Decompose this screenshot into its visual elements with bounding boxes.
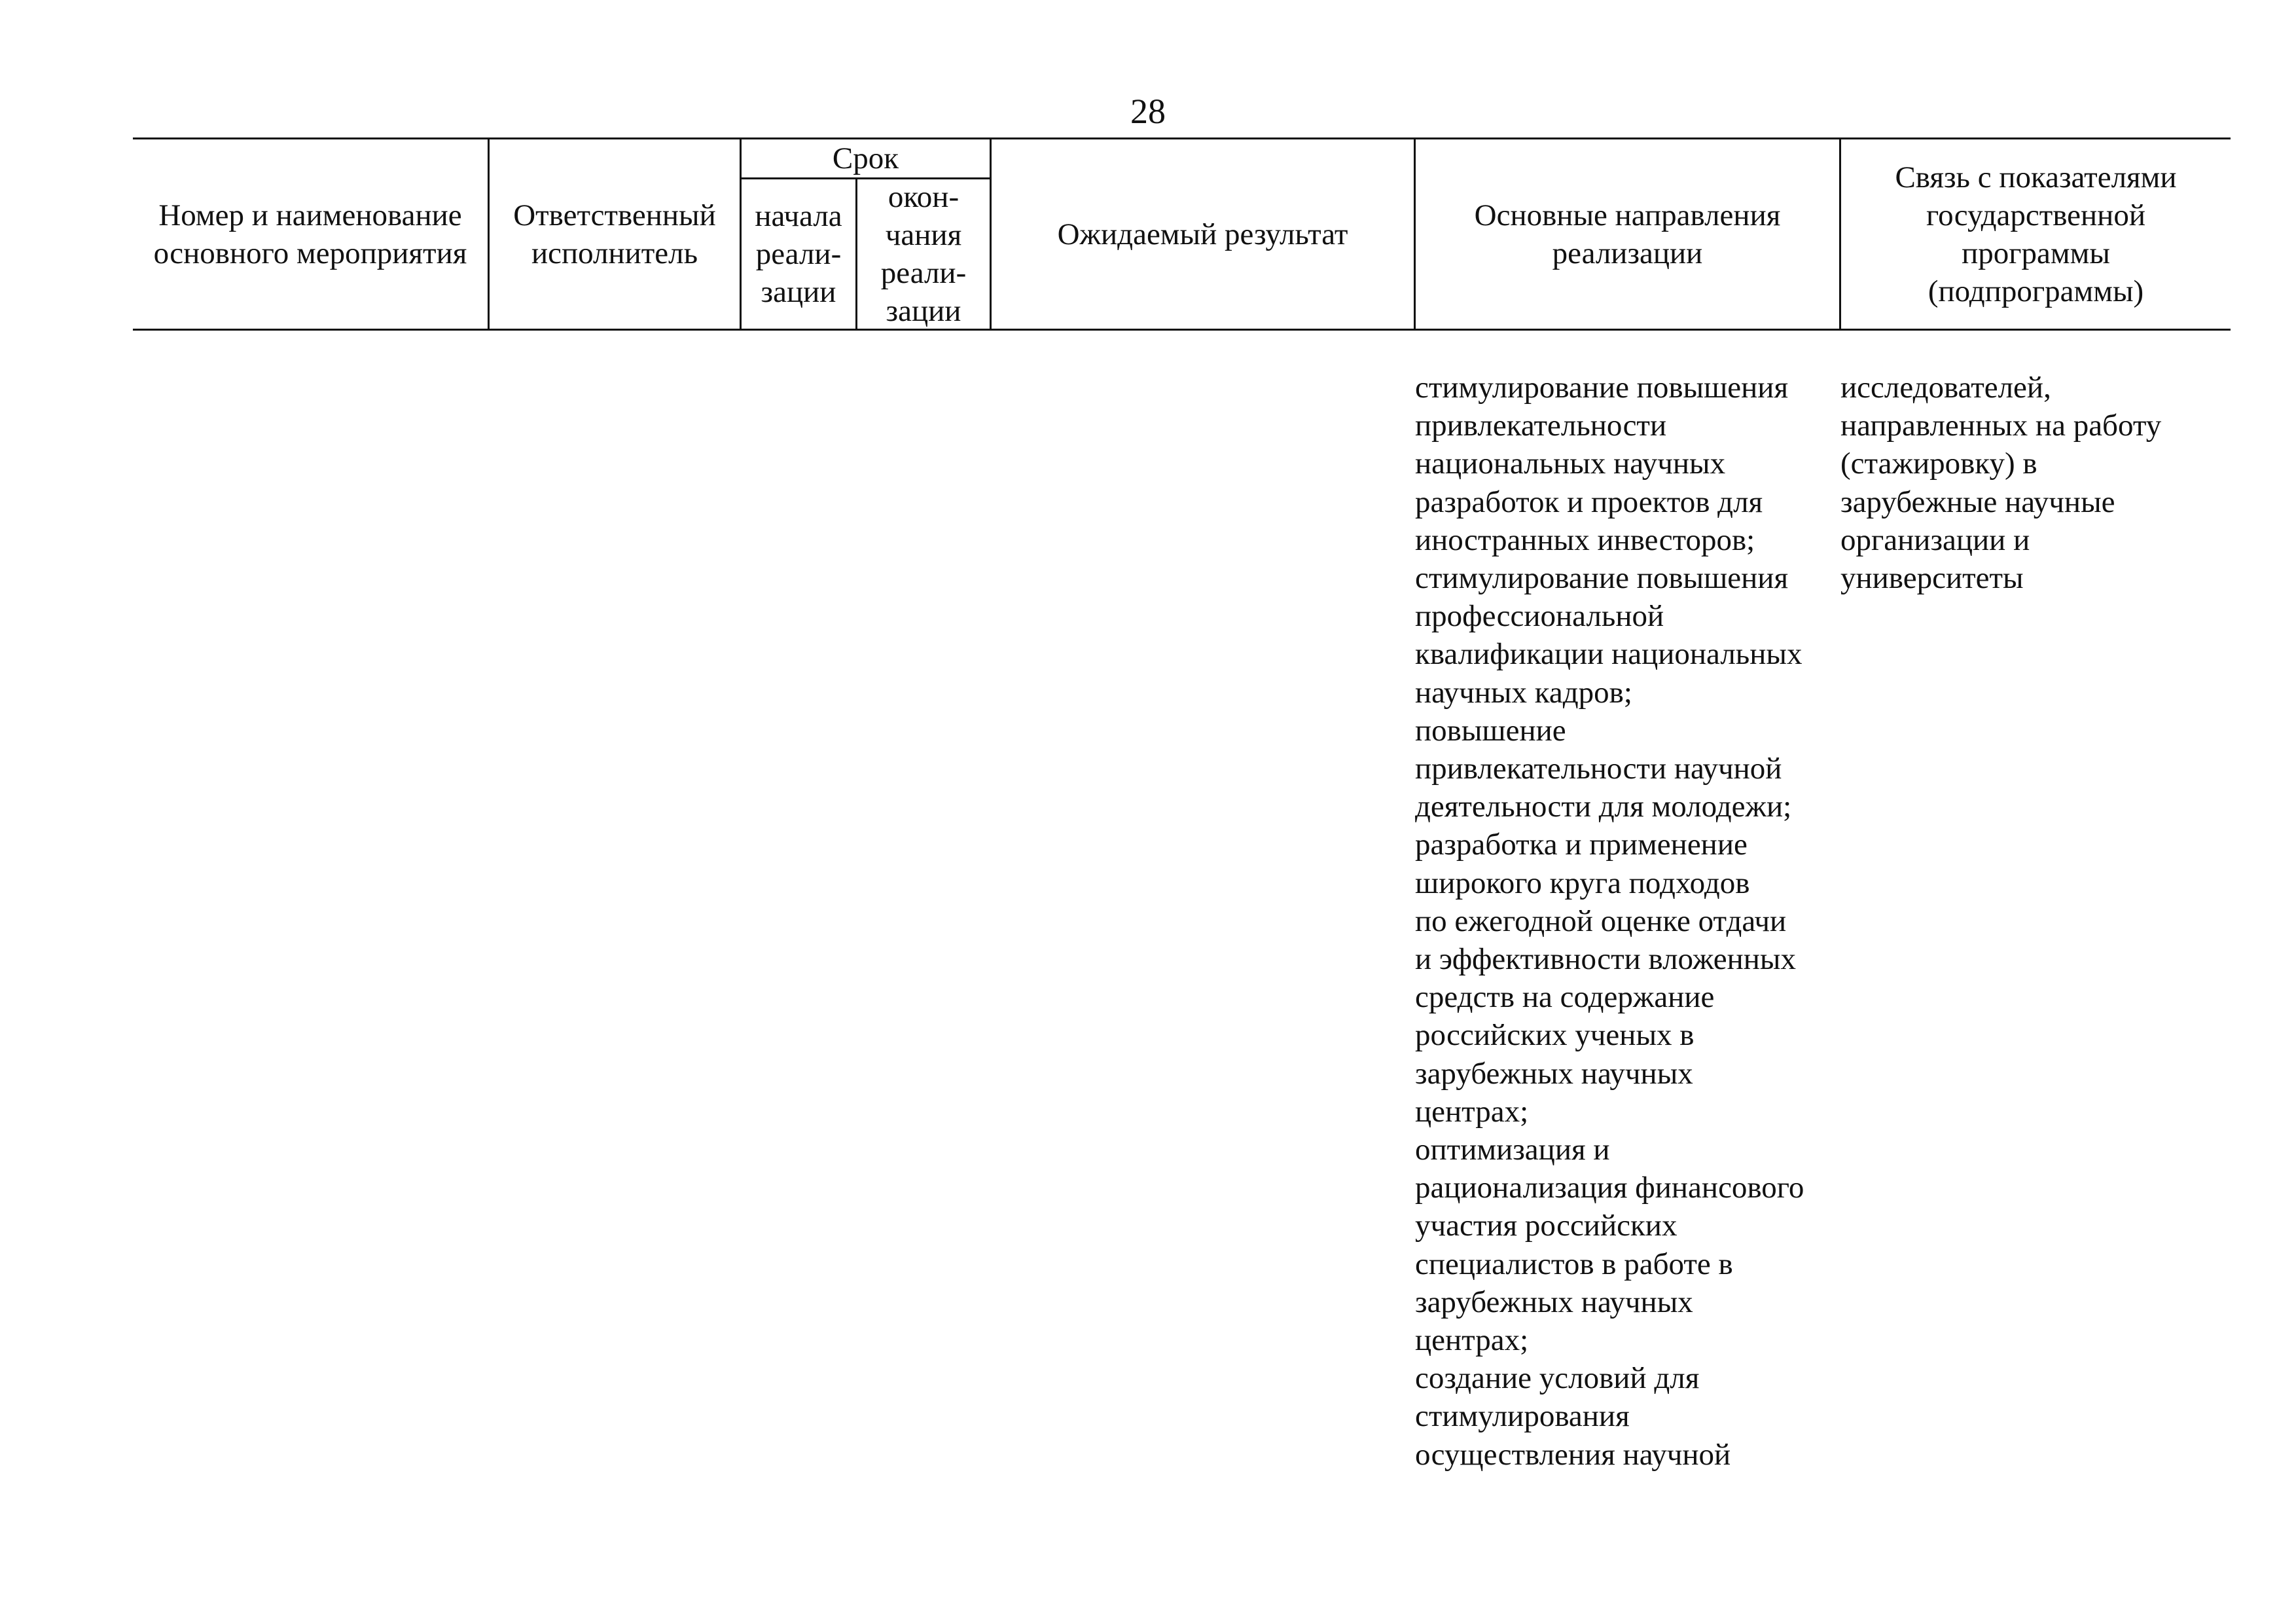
page-number: 28 (1130, 92, 1166, 131)
header-term: Срок (832, 141, 899, 175)
header-indicators-link: Связь с показателями государственной программы (подпрограммы) (1895, 160, 2177, 308)
main-directions-text: стимулирование повышения привлекательности национальных научных разработок и проектов для иностранных инвесторов; стимулирование повышения профессиональной квалификации национальных научных кадров; повышение привлекательности научной деятельности для молодежи; разработка и применение широкого круга подходов по ежегодной оценке отдачи и эффективности вложенных средств на содержание российских ученых в зарубежных научных центрах; оптимизация и рационализация финансового участия российских специалистов в работе в зарубежных научных центрах; создание условий для стимулирования осуществления научной (1415, 371, 1804, 1472)
header-term-start: начала реали- зации (755, 199, 842, 309)
header-term-end: окон- чания реали- зации (880, 180, 967, 328)
header-expected-result: Ожидаемый результат (1057, 217, 1348, 251)
indicators-text: исследователей, направленных на работу (стажировку) в зарубежные научные организации и университеты (1840, 371, 2162, 596)
header-responsible: Ответственный исполнитель (513, 198, 716, 270)
header-event-name: Номер и наименование основного мероприятия (153, 198, 467, 270)
table-header-bottom-border (133, 329, 2231, 331)
header-main-directions: Основные направления реализации (1474, 198, 1781, 270)
